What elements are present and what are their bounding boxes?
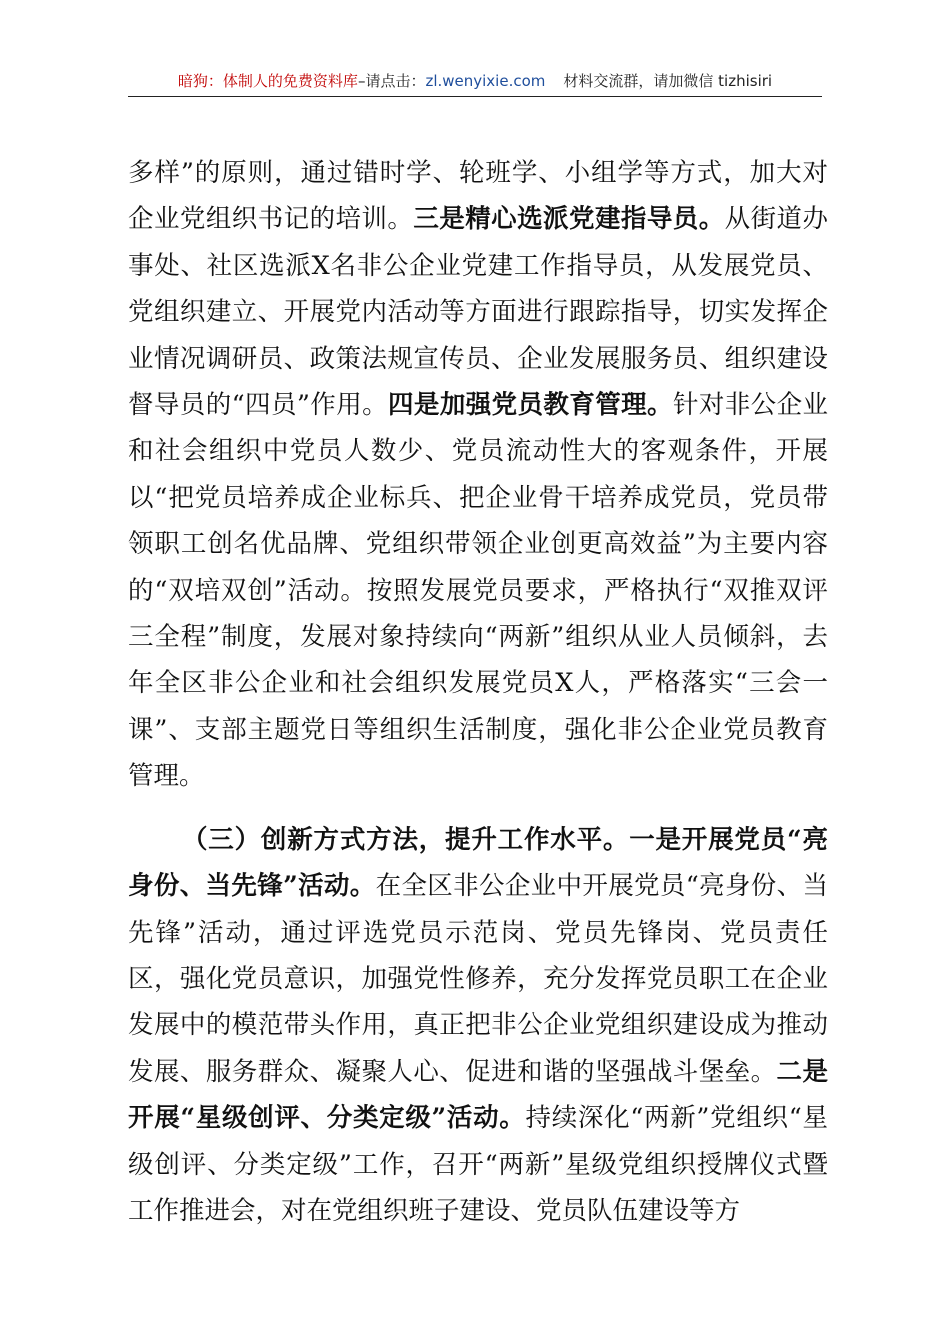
paragraph-2-text-2: 持续深化“两新”党组织“星级创评、分类定级”工作，召开“两新”星级党组织授牌仪式暨工作推进会，对在党组织班子建设、党员队伍建设等方	[128, 1103, 828, 1226]
header-site-name: 暗狗：体制人的免费资料库	[177, 72, 358, 90]
paragraph-1-text-1: 多样”的原则，通过错时学、轮班学、小组学等方式，加大对企业党组织书记的培训。	[128, 158, 828, 235]
paragraph-innovation	[128, 817, 828, 1235]
header-url-link[interactable]: zl.wenyixie.com	[425, 72, 546, 90]
paragraph-1-heading-1: 三是精心选派党建指导员。	[413, 204, 725, 235]
page-header	[128, 66, 822, 97]
paragraph-training	[128, 150, 828, 800]
paragraph-1-text-2: 从街道办事处、社区选派X名非公企业党建工作指导员，从发展党员、党组织建立、开展党内活动等方面进行跟踪指导，切实发挥企业情况调研员、政策法规宣传员、企业发展服务员、组织建设督导员的“四员”作用。	[128, 204, 828, 421]
paragraph-2-heading-2: 二是开展“星级创评、分类定级”活动。	[128, 1056, 828, 1134]
header-click-prompt: –请点击：	[357, 72, 426, 90]
paragraph-1-heading-2: 四是加强党员教育管理。	[388, 390, 673, 421]
paragraph-2-heading-1: 一是开展党员“亮身份、当先锋”活动。	[128, 824, 828, 902]
header-wechat-note: 材料交流群，请加微信 tizhisiri	[563, 72, 773, 90]
paragraph-2-text-1: 在全区非公企业中开展党员“亮身份、当先锋”活动，通过评选党员示范岗、党员先锋岗、党员责任区，强化党员意识，加强党性修养，充分发挥党员职工在企业发展中的模范带头作用，真正把非公企业党组织建设成为推动发展、服务群众、凝聚人心、促进和谐的坚强战斗堡垒。	[128, 871, 828, 1087]
section-heading-3: （三）创新方式方法，提升工作水平。	[182, 824, 630, 855]
document-body	[128, 150, 828, 1234]
paragraph-1-text-3: 针对非公企业和社会组织中党员人数少、党员流动性大的客观条件，开展以“把党员培养成企业标兵、把企业骨干培养成党员，党员带领职工创名优品牌、党组织带领企业创更高效益”为主要内容的“双培双创”活动。按照发展党员要求，严格执行“双推双评三全程”制度，发展对象持续向“两新”组织从业人员倾斜，去年全区非公企业和社会组织发展党员X人，严格落实“三会一课”、支部主题党日等组织生活制度，强化非公企业党员教育管理。	[128, 390, 828, 792]
